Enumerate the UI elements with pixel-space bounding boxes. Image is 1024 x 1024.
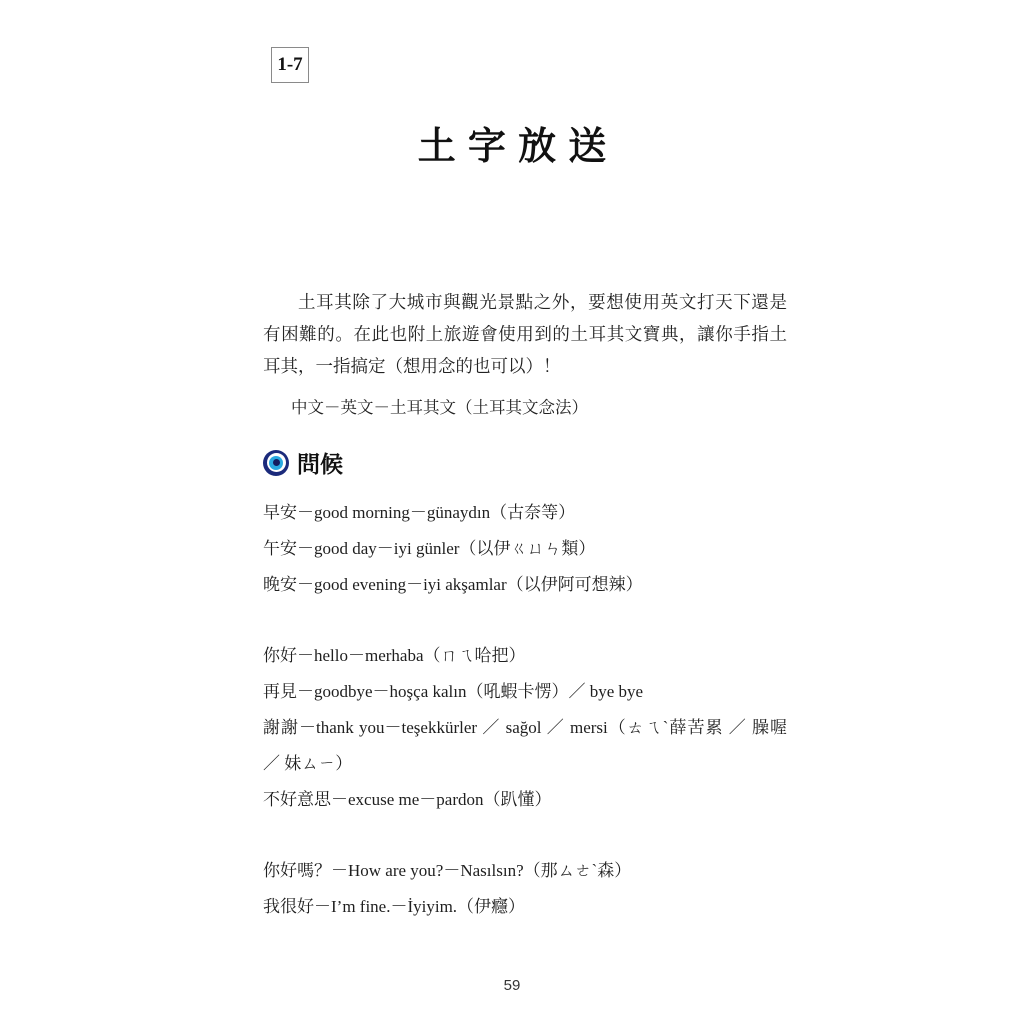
phrase-line: 午安－good day－iyi günler（以伊ㄍㄩㄣ類）	[263, 539, 596, 558]
page-content	[263, 286, 787, 925]
phrase-line: 再見－goodbye－hoşça kalın（吼蝦卡愣）／ bye bye	[263, 682, 644, 701]
phrase-list	[263, 495, 787, 925]
phrase-group-greetings-time	[263, 495, 787, 603]
evil-eye-white-ring	[267, 453, 286, 472]
evil-eye-blue-ring	[269, 456, 283, 470]
evil-eye-pupil	[273, 459, 280, 466]
phrase-line: 你好－hello－merhaba（ㄇㄟ哈把）	[263, 646, 526, 665]
section-number-badge: 1-7	[271, 47, 309, 83]
format-note: 中文－英文－土耳其文（土耳其文念法）	[291, 399, 588, 417]
evil-eye-icon	[263, 450, 289, 476]
phrase-group-hello-thanks	[263, 638, 787, 818]
phrase-line: 謝謝－thank you－teşekkürler ／ sağol ／ mersi（ㄊㄟˋ薛苦累 ／ 臊喔 ／ 妹ㄙㄧ）	[263, 718, 787, 773]
page-number: 59	[503, 977, 521, 994]
phrase-line: 我很好－I’m fine.－İyiyim.（伊癮）	[263, 897, 526, 916]
phrase-line: 不好意思－excuse me－pardon（趴懂）	[263, 790, 552, 809]
phrase-line: 晚安－good evening－iyi akşamlar（以伊阿可想辣）	[263, 575, 643, 594]
intro-paragraph: 土耳其除了大城市與觀光景點之外，要想使用英文打天下還是有困難的。在此也附上旅遊會使用到的土耳其文寶典，讓你手指土耳其，一指搞定（想用念的也可以）！	[263, 292, 787, 376]
phrase-group-how-are-you	[263, 853, 787, 925]
section-title: 問候	[297, 452, 343, 477]
phrase-line: 你好嗎？－How are you?－Nasılsın?（那ㄙㄜˋ森）	[263, 861, 632, 880]
page-title: 土字放送	[417, 126, 619, 169]
section-header	[263, 446, 787, 479]
phrase-line: 早安－good morning－günaydın（古奈等）	[263, 503, 576, 522]
